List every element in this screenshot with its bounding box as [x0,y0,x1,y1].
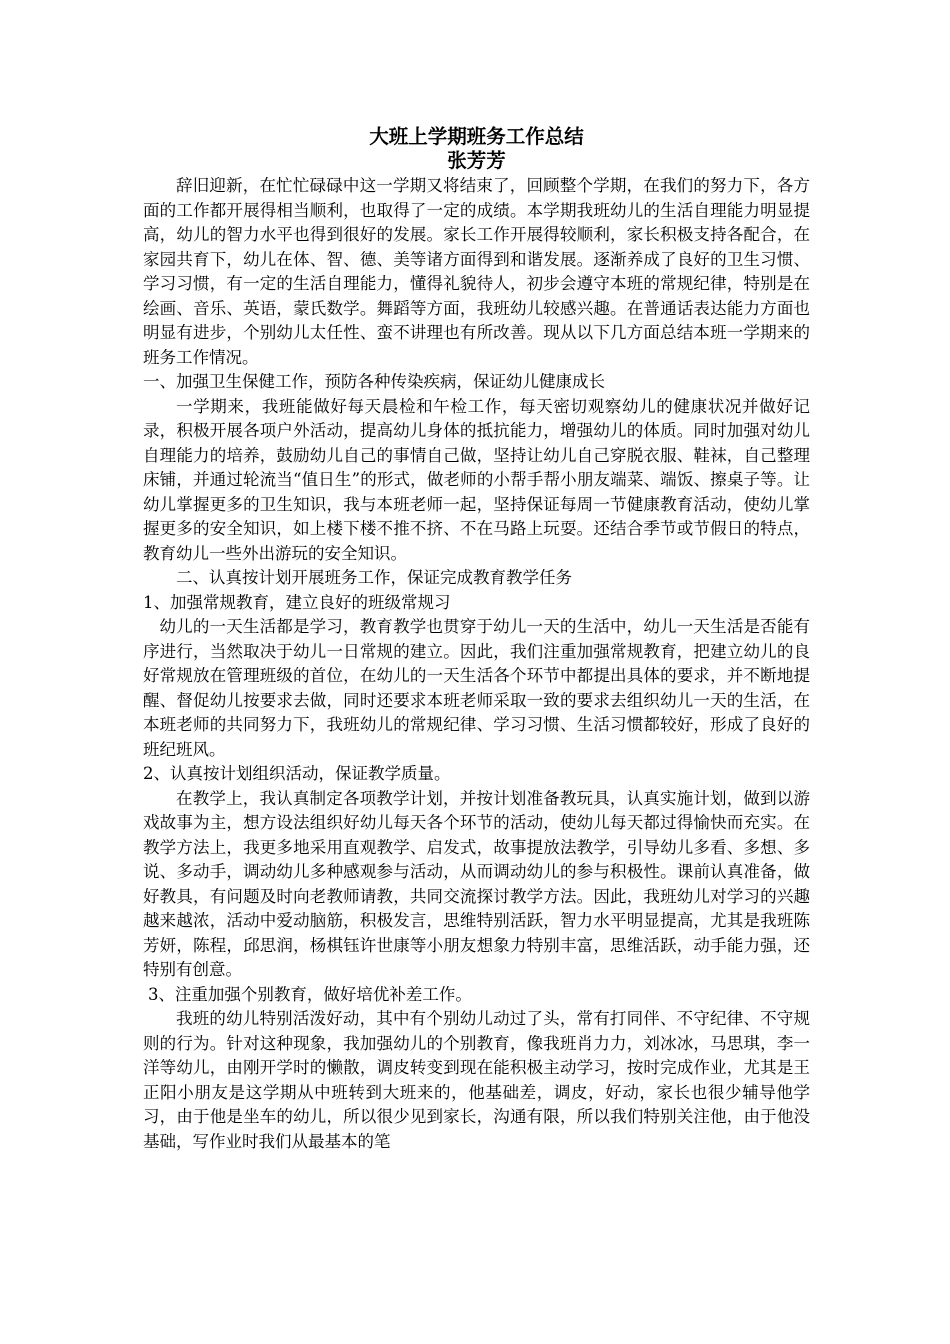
subsection-heading-1: 1、加强常规教育，建立良好的班级常规习 [143,592,451,612]
paragraph-routine: 幼儿的一天生活都是学习，教育教学也贯穿于幼儿一天的生活中，幼儿一天生活是否能有序进行，当然取决于幼儿一日常规的建立。因此，我们注重加强常规教育，把建立幼儿的良好常规放在管理班级的首位，在幼儿的一天生活各个环节中都提出具体的要求，并不断地提醒、督促幼儿按要求去做，同时还要求本班老师采取一致的要求去组织幼儿一天的生活，在本班老师的共同努力下，我班幼儿的常规纪律、学习习惯、生活习惯都较好，形成了良好的班纪班风。 [143,617,810,759]
document-author: 张芳芳 [447,149,506,172]
section-heading-2: 二、认真按计划开展班务工作，保证完成教育教学任务 [176,568,572,587]
paragraph-health: 一学期来，我班能做好每天晨检和午检工作，每天密切观察幼儿的健康状况并做好记录，积极开展各项户外活动，提高幼儿身体的抵抗能力，增强幼儿的体质。同时加强对幼儿自理能力的培养，鼓励幼儿自己的事情自己做，坚持让幼儿自己穿脱衣服、鞋袜，自己整理床铺，并通过轮流当“值日生”的形式，做老师的小帮手帮小朋友端菜、端饭、擦桌子等。让幼儿掌握更多的卫生知识，我与本班老师一起，坚持保证每周一节健康教育活动，使幼儿掌握更多的安全知识，如上楼下楼不推不挤、不在马路上玩耍。还结合季节或节假日的特点，教育幼儿一些外出游玩的安全知识。 [143,396,810,563]
subsection-heading-3: 3、注重加强个别教育，做好培优补差工作。 [147,984,472,1004]
paragraph-individual: 我班的幼儿特别活泼好动，其中有个别幼儿动过了头，常有打同伴、不守纪律、不守规则的行为。针对这种现象，我加强幼儿的个别教育，像我班肖力力，刘冰冰，马思琪，李一洋等幼儿，由刚开学时的懒散，调皮转变到现在能积极主动学习，按时完成作业，尤其是王正阳小朋友是这学期从中班转到大班来的，他基础差，调皮，好动，家长也很少辅导他学习，由于他是坐车的幼儿，所以很少见到家长，沟通有限，所以我们特别关注他，由于他没基础，写作业时我们从最基本的笔 [143,1009,810,1151]
paragraph-intro: 辞旧迎新，在忙忙碌碌中这一学期又将结束了，回顾整个学期，在我们的努力下，各方面的工作都开展得相当顺利，也取得了一定的成绩。本学期我班幼儿的生活自理能力明显提高，幼儿的智力水平也得到很好的发展。家长工作开展得较顺利，家长积极支持各配合，在家园共育下，幼儿在体、智、德、美等诸方面得到和谐发展。逐渐养成了良好的卫生习惯、学习习惯，有一定的生活自理能力，懂得礼貌待人，初步会遵守本班的常规纪律，特别是在绘画、音乐、英语，蒙氏数学。舞蹈等方面，我班幼儿较感兴趣。在普通话表达能力方面也明显有进步，个别幼儿太任性、蛮不讲理也有所改善。现从以下几方面总结本班一学期来的班务工作情况。 [143,176,810,367]
document-title: 大班上学期班务工作总结 [369,125,584,148]
subsection-heading-2: 2、认真按计划组织活动，保证教学质量。 [143,764,451,783]
document-page [143,124,810,1154]
paragraph-teaching: 在教学上，我认真制定各项教学计划，并按计划准备教玩具，认真实施计划，做到以游戏故事为主，想方设法组织好幼儿每天各个环节的活动，使幼儿每天都过得愉快而充实。在教学方法上，我更多地采用直观教学、启发式，故事提放法教学，引导幼儿多看、多想、多说、多动手，调动幼儿多种感观参与活动，从而调动幼儿的参与积极性。课前认真准备，做好教具，有问题及时向老教师请教，共同交流探讨教学方法。因此，我班幼儿对学习的兴趣越来越浓，活动中爱动脑筋，积极发言，思维特别活跃，智力水平明显提高，尤其是我班陈芳妍，陈程，邱思润，杨棋钰许世康等小朋友想象力特别丰富，思维活跃，动手能力强，还特别有创意。 [143,788,810,979]
section-heading-1: 一、加强卫生保健工作，预防各种传染疾病，保证幼儿健康成长 [143,372,605,391]
